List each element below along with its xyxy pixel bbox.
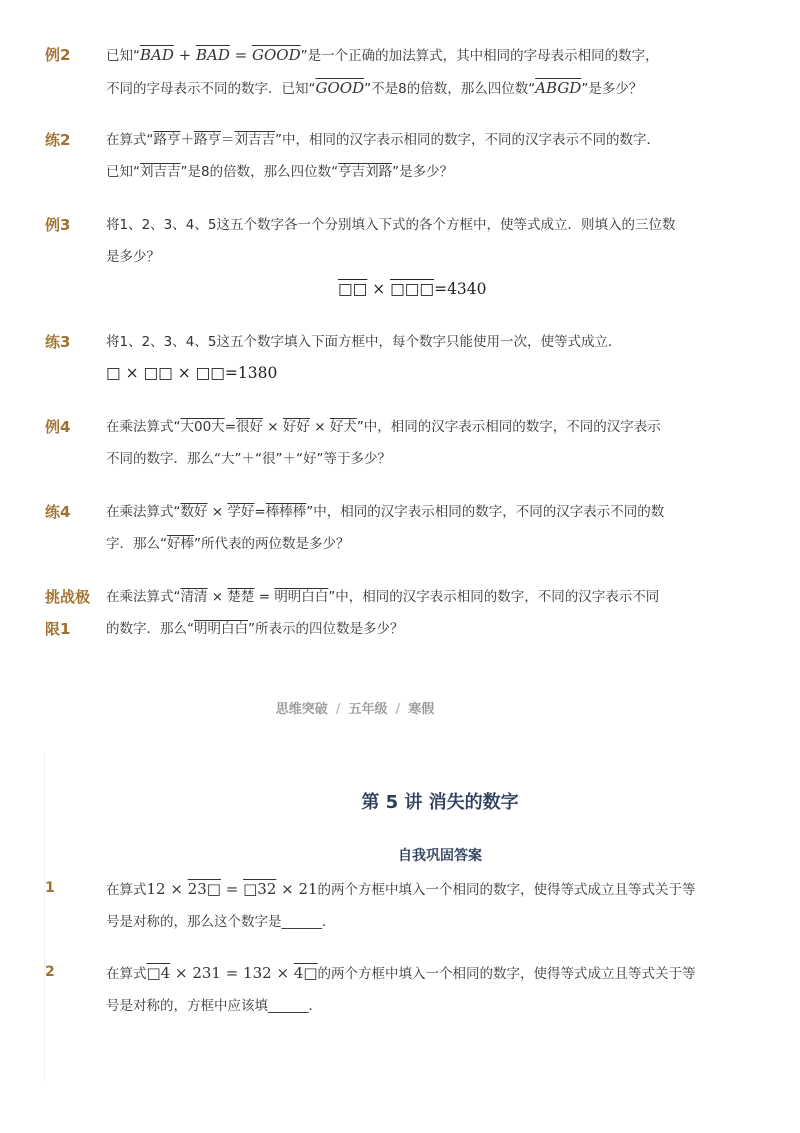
overline-term: 数好 [180, 504, 208, 520]
operator: = [229, 46, 252, 64]
overline-term: 很好 [236, 419, 263, 435]
question-2-line-1 [106, 957, 718, 990]
practice-4-label: 练4 [45, 503, 71, 521]
overline-term: 4□ [293, 964, 318, 982]
overline-term: 路亨 [194, 132, 221, 148]
text-segment: 的两个方框中填入一个相同的数字，使得等式成立且等式关于等 [317, 882, 696, 898]
overline-term: 大00大 [180, 419, 225, 435]
practice-2-label: 练2 [45, 131, 71, 149]
math-term: 12 × [146, 880, 188, 898]
overline-term: 亨吉刘路 [338, 164, 393, 180]
example-4-line-1 [106, 411, 718, 443]
text-segment: ”是8的倍数，那么四位数“ [180, 164, 339, 180]
text-segment: ”是一个正确的加法算式，其中相同的字母表示相同的数字， [300, 48, 659, 64]
overline-term: 清清 [180, 589, 208, 605]
overline-term: 刘吉吉 [234, 132, 275, 148]
text-segment: 已知“ [106, 164, 140, 180]
box-term: □□□ [390, 280, 435, 298]
operator: = [224, 419, 236, 435]
overline-term: 好棒 [167, 536, 194, 552]
example-3-line-1: 将1、2、3、4、5这五个数字各一个分别填入下式的各个方框中，使等式成立．则填入的三位数 [106, 217, 676, 233]
practice-2-line-1 [106, 124, 718, 156]
text-segment: 在乘法算式“ [106, 504, 181, 520]
text-segment: ”是多少？ [581, 81, 643, 97]
practice-2-text [106, 124, 718, 188]
example-2-label: 例2 [45, 46, 71, 64]
text-segment: ”是多少？ [392, 164, 454, 180]
overline-term: □32 [243, 880, 277, 898]
challenge-1-text [106, 581, 718, 645]
text-segment: 在算式 [106, 966, 147, 982]
chapter-title: 第 5 讲 消失的数字 [361, 792, 519, 813]
example-4-line-2: 不同的数字．那么“大”＋“很”＋“好”等于多少？ [106, 451, 391, 467]
math-term: × 231 = 132 × [170, 964, 294, 982]
challenge-1-line-2 [106, 613, 718, 645]
challenge-1-line-1 [106, 581, 718, 613]
example-3-line-2: 是多少？ [106, 249, 160, 265]
challenge-label-line-1: 挑战极 [45, 588, 91, 606]
question-2-number: 2 [45, 964, 55, 980]
operator: × [367, 280, 391, 298]
text-segment: 已知“ [106, 48, 140, 64]
text-segment: 在算式 [106, 882, 147, 898]
overline-term: 明明白白 [194, 621, 248, 637]
question-1-line-1 [106, 873, 718, 906]
example-2-text [106, 39, 718, 105]
math-term: × 21 [276, 880, 318, 898]
practice-4-line-1 [106, 496, 718, 528]
operator: = [254, 504, 266, 520]
question-1-line-2: 号是对称的，那么这个数字是______． [106, 914, 336, 930]
text-segment: 在乘法算式“ [106, 419, 181, 435]
practice-4-line-2 [106, 528, 718, 560]
text-segment: 不同的字母表示不同的数字．已知“ [106, 81, 316, 97]
practice-3-equation: □ × □□ × □□=1380 [106, 364, 278, 382]
box-term: □□ [338, 280, 368, 298]
text-segment: 的两个方框中填入一个相同的数字，使得等式成立且等式关于等 [317, 966, 696, 982]
overline-term: 棒棒棒 [265, 504, 307, 520]
overline-term: 明明白白 [274, 589, 329, 605]
operator: ＝ [221, 132, 235, 148]
overline-term: $\overline{BAD}$ [140, 46, 174, 64]
overline-term: GOOD [315, 79, 365, 97]
overline-term: 楚楚 [227, 589, 255, 605]
example-4-label: 例4 [45, 418, 71, 436]
question-2-line-2: 号是对称的，方框中应该填______． [106, 998, 322, 1014]
text-segment: 的数字．那么“ [106, 621, 194, 637]
example-3-text [106, 209, 718, 273]
challenge-label-line-2: 限1 [45, 620, 71, 638]
text-segment: ”所代表的两位数是多少？ [194, 536, 350, 552]
overline-term: GOOD [252, 46, 301, 64]
example-2-line-1 [106, 39, 718, 72]
text-segment: ”中，相同的汉字表示相同的数字，不同的汉字表示不同的数字． [275, 132, 660, 148]
overline-term: 刘吉吉 [140, 164, 181, 180]
text-segment: ”中，相同的汉字表示相同的数字，不同的汉字表示不同 [328, 589, 660, 605]
example-2-line-2 [106, 72, 718, 105]
operator: × [207, 589, 228, 605]
overline-term: 学好 [227, 504, 255, 520]
question-2-text [106, 957, 718, 1022]
page-footer [0, 698, 710, 717]
example-3-label: 例3 [45, 216, 71, 234]
text-segment: 在算式“ [106, 132, 154, 148]
practice-2-line-2 [106, 156, 718, 188]
practice-4-text [106, 496, 718, 560]
practice-3-label: 练3 [45, 333, 71, 351]
result: =4340 [434, 280, 487, 298]
footer-series: 思维突破 [275, 702, 328, 717]
overline-term: $\overline{BAD}$ [196, 46, 230, 64]
chapter-subtitle: 自我巩固答案 [398, 848, 482, 864]
question-1-text [106, 873, 718, 938]
text-segment: ”中，相同的汉字表示相同的数字，不同的汉字表示 [356, 419, 661, 435]
operator: + [173, 46, 196, 64]
overline-term: □4 [146, 964, 171, 982]
footer-grade: 五年级 [348, 702, 388, 717]
footer-term: 寒假 [408, 702, 435, 717]
text-segment: 在乘法算式“ [106, 589, 181, 605]
text-segment: ”不是8的倍数，那么四位数“ [364, 81, 536, 97]
overline-term: 23□ [187, 880, 221, 898]
overline-term: 路亨 [153, 132, 181, 148]
text-segment: ”所表示的四位数是多少？ [248, 621, 404, 637]
operator: ＋ [180, 132, 194, 148]
operator: = [220, 880, 244, 898]
operator: × [263, 419, 283, 435]
text-segment: ”中，相同的汉字表示相同的数字，不同的汉字表示不同的数 [306, 504, 665, 520]
question-1-number: 1 [45, 880, 55, 896]
challenge-1-label [45, 581, 90, 645]
overline-term: ABGD [535, 79, 582, 97]
overline-term: 好好 [282, 419, 310, 435]
example-4-text [106, 411, 718, 475]
footer-separator: / [395, 702, 401, 717]
example-3-equation [338, 280, 487, 298]
practice-3-line-1: 将1、2、3、4、5这五个数字填入下面方框中，每个数字只能使用一次，使等式成立． [106, 334, 622, 350]
overline-term: 好犬 [329, 419, 357, 435]
operator: × [207, 504, 228, 520]
footer-separator: / [335, 702, 341, 717]
text-segment: 字．那么“ [106, 536, 167, 552]
operator: = [254, 589, 275, 605]
practice-3-text [106, 326, 718, 358]
operator: × [309, 419, 330, 435]
